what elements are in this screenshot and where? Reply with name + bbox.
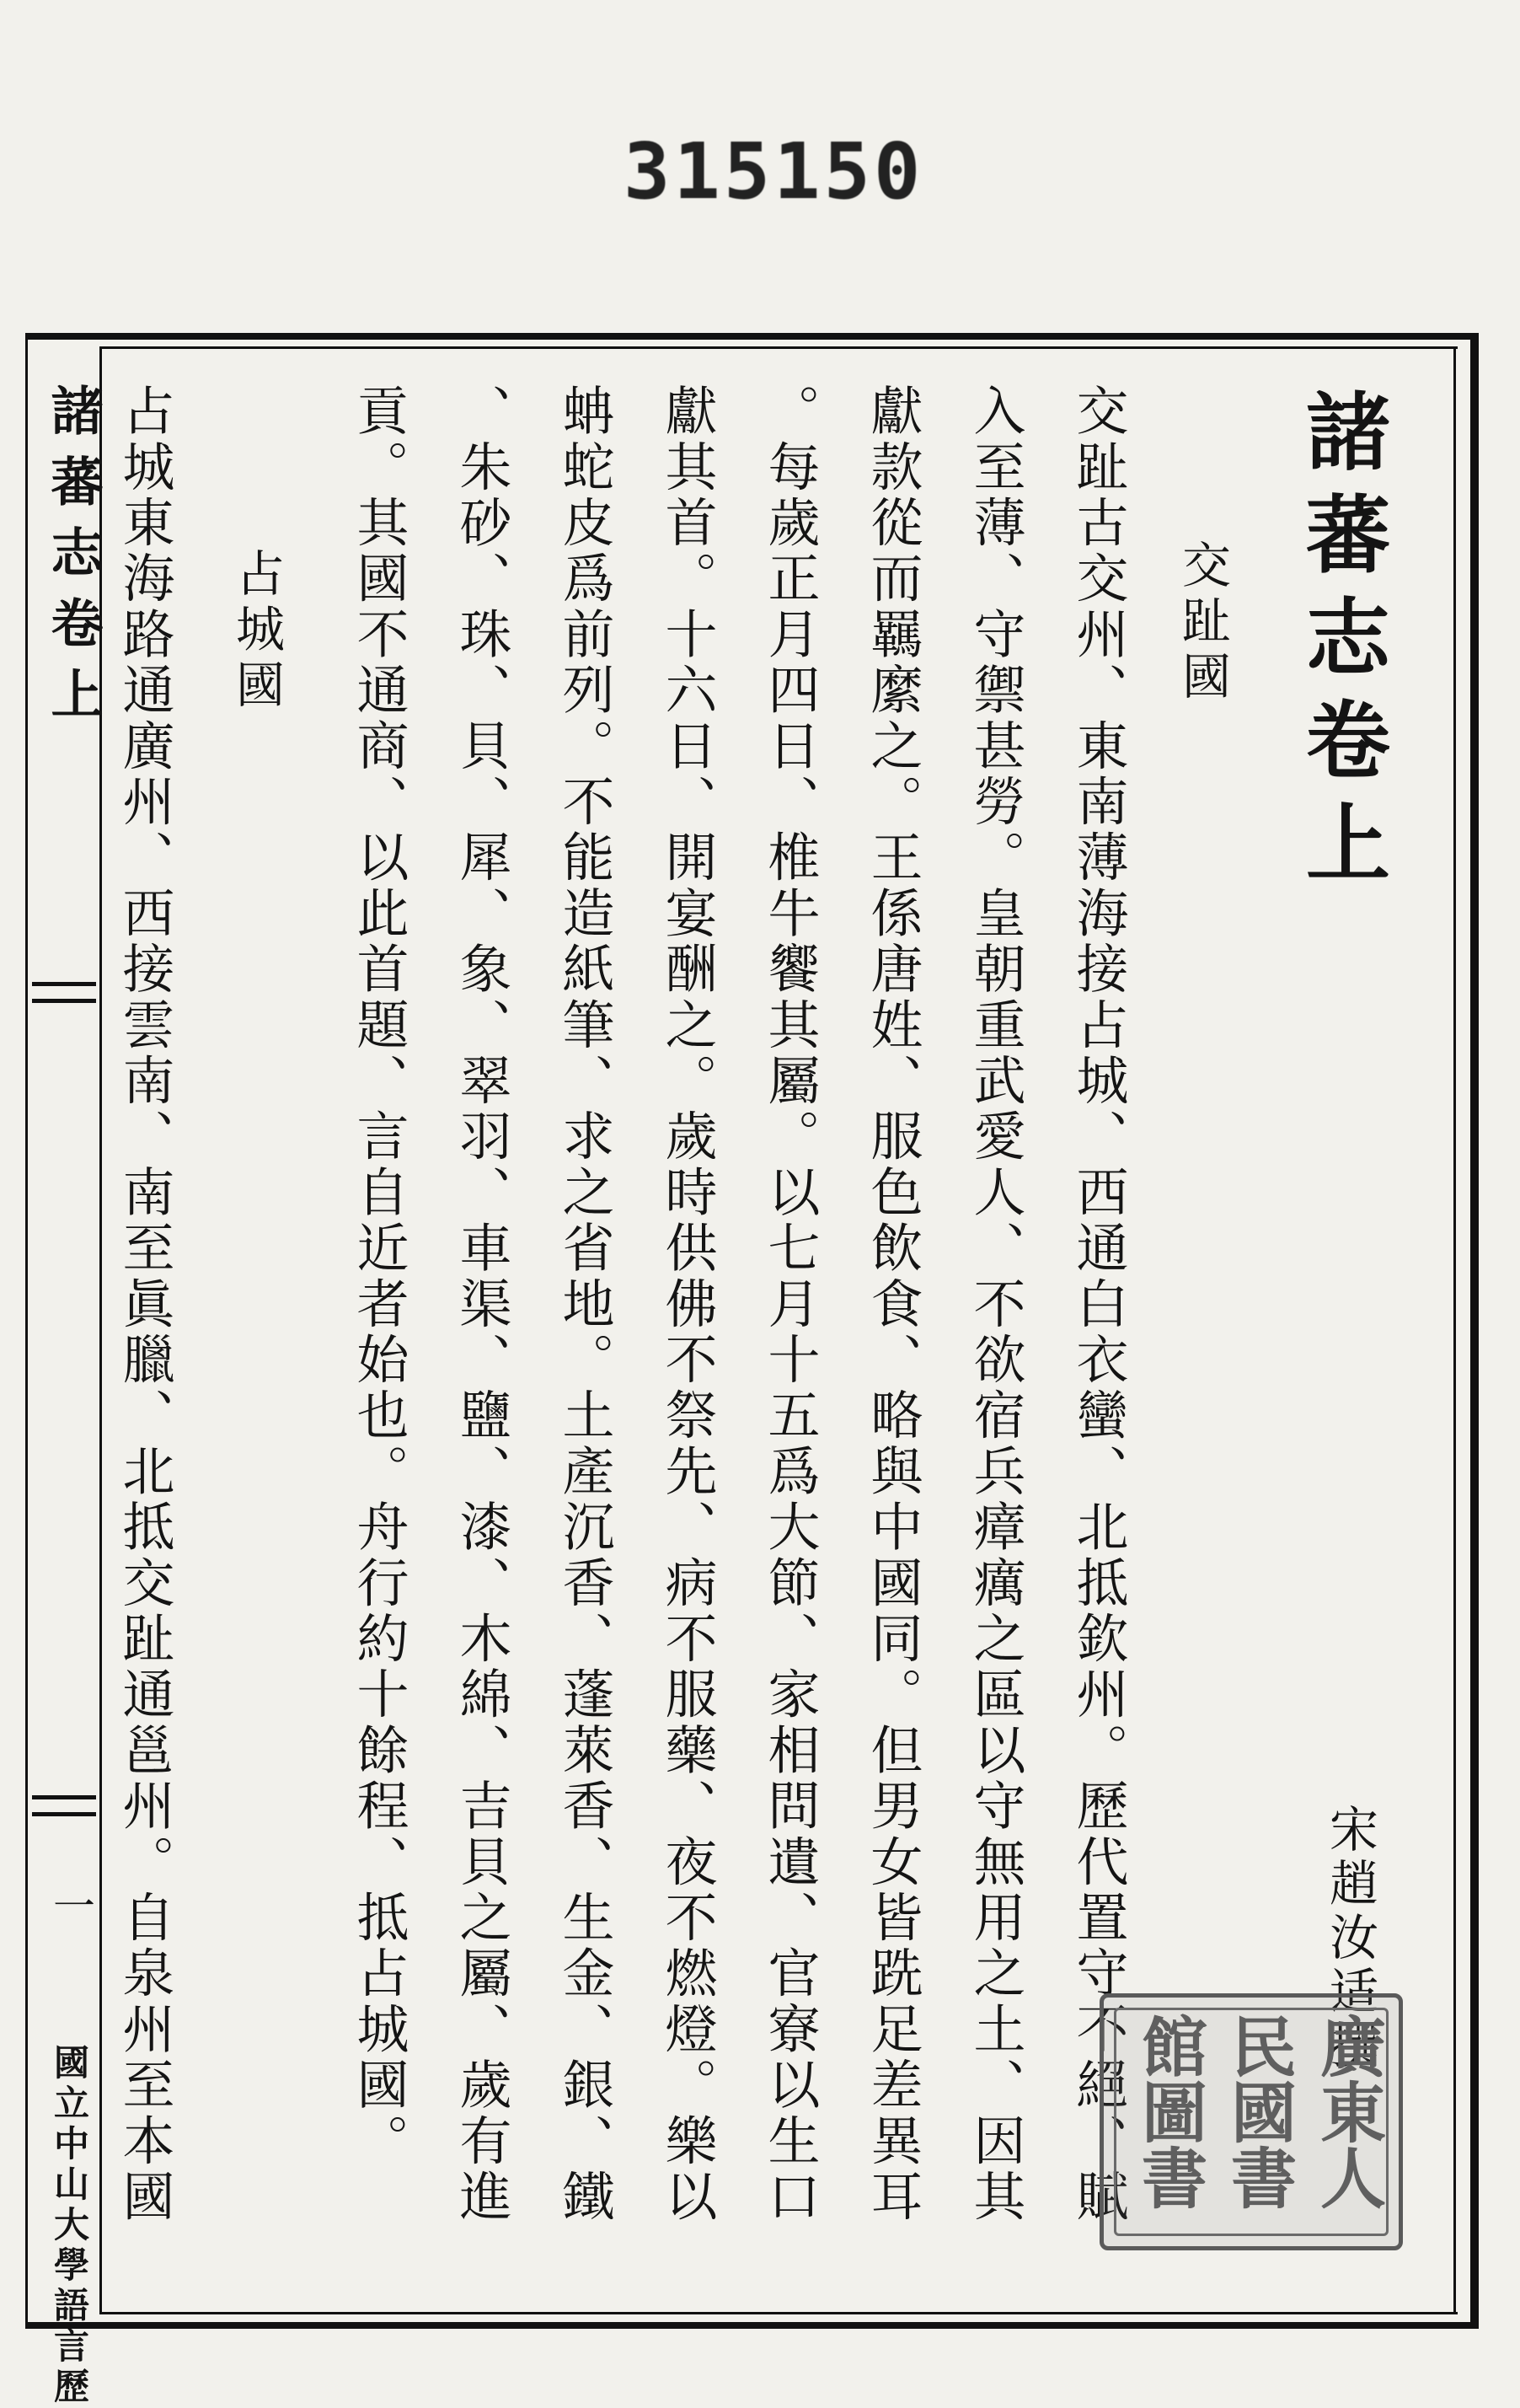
- frame-top-rule: [25, 333, 1479, 340]
- frame-right-inner-rule: [1453, 346, 1456, 2314]
- frame-bottom-inner-rule: [101, 2312, 1458, 2314]
- section-heading-jiaozhi: 交趾國: [1174, 539, 1231, 706]
- seal-text-column: 館圖書: [1131, 2013, 1207, 2210]
- fish-tail-marker: [32, 982, 96, 986]
- text-column: 蚺蛇皮爲前列。不能造紙筆、求之省地。土產沉香、蓬萊香、生金、銀、鐵: [554, 383, 615, 2225]
- frame-bottom-rule: [25, 2322, 1479, 2329]
- fish-tail-marker: [32, 999, 96, 1003]
- accession-number: 315150: [624, 126, 924, 217]
- text-column: 貢。其國不通商、以此首題、言自近者始也。舟行約十餘程、抵占城國。: [348, 383, 409, 2169]
- text-column: 。每歲正月四日、椎牛饗其屬。以七月十五爲大節、家相問遺、官寮以生口: [759, 383, 821, 2225]
- margin-publisher: 國立中山大學語言歷: [49, 2044, 90, 2408]
- text-column: 、朱砂、珠、貝、犀、象、翠羽、車渠、鹽、漆、木綿、吉貝之屬、歲有進: [451, 383, 512, 2225]
- frame-right-rule: [1470, 333, 1479, 2329]
- seal-text-column: 廣東人: [1309, 2013, 1386, 2210]
- fish-tail-marker: [32, 1812, 96, 1816]
- section-heading-zhancheng: 占城國: [227, 548, 285, 715]
- seal-text-column: 民國書: [1220, 2013, 1297, 2210]
- frame-left-rule: [25, 333, 28, 2329]
- text-column: 獻款從而羈縻之。王係唐姓、服色飲食、略與中國同。但男女皆跣足差異耳: [862, 383, 923, 2225]
- text-column: 入至薄、守禦甚勞。皇朝重武愛人、不欲宿兵瘴癘之區以守無用之土、因其: [965, 383, 1026, 2225]
- book-title: 諸蕃志卷上: [1292, 388, 1391, 902]
- frame-top-inner-rule: [101, 346, 1458, 349]
- fish-tail-marker: [32, 1795, 96, 1799]
- text-column: 獻其首。十六日、開宴酬之。歲時供佛不祭先、病不服藥、夜不燃燈。樂以: [656, 383, 718, 2225]
- text-column: 占城東海路通廣州、西接雲南、南至眞臘、北抵交趾通邕州。自泉州至本國: [114, 383, 175, 2225]
- margin-book-title: 諸蕃志卷上: [42, 383, 104, 737]
- author-line: 宋趙汝适撰: [1321, 1804, 1378, 2073]
- library-seal-stamp: [1100, 1993, 1403, 2250]
- text-column: 交趾古交州、東南薄海接占城、西通白衣蠻、北抵欽州。歷代置守不絕、賦: [1068, 383, 1129, 2225]
- margin-page-number: 一: [46, 1884, 95, 1926]
